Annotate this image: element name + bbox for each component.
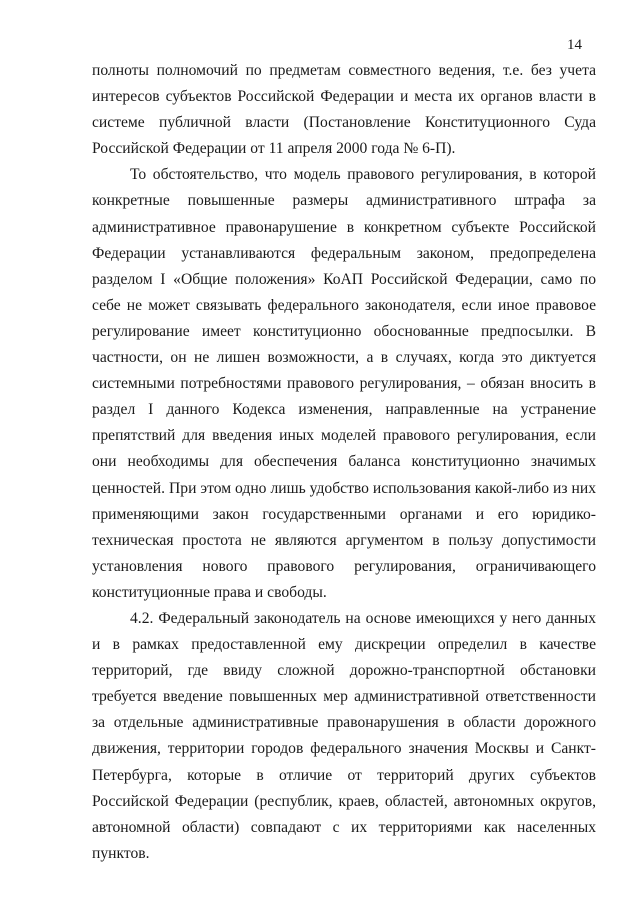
paragraph-continuation: полноты полномочий по предметам совместного ведения, т.е. без учета интересов субъектов Российской Федерации и места их органов власти в системе публичной власти (Постановление Конституционного Суда Российской Федерации от 11 апреля 2000 года № 6-П). <box>92 62 596 158</box>
paragraph-section-4-2: 4.2. Федеральный законодатель на основе имеющихся у него данных и в рамках предоставленной ему дискреции определил в качестве территорий, где ввиду сложной дорожно-транспортной обстановки требуется введение повышенных мер административной ответственности за отдельные административные правонарушения в области дорожного движения, территории городов федерального значения Москвы и Санкт-Петербурга, которые в отличие от территорий других субъектов Российской Федерации (республик, краев, областей, автономных округов, автономной области) совпадают с их территориями как населенных пунктов. <box>92 609 596 862</box>
paragraph-regulation-model: То обстоятельство, что модель правового регулирования, в которой конкретные повышенные размеры административного штрафа за административное правонарушение в конкретном субъекте Российской Федерации устанавливаются федеральным законом, предопределена разделом I «Общие положения» КоАП Российской Федерации, само по себе не может связывать федерального законодателя, если иное правовое регулирование имеет конституционно обоснованные предпосылки. В частности, он не лишен возможности, а в случаях, когда это диктуется системными потребностями правового регулирования, – обязан вносить в раздел I данного Кодекса изменения, направленные на устранение препятствий для введения иных моделей правового регулирования, если они необходимы для обеспечения баланса конституционно значимых ценностей. При этом одно лишь удобство использования какой-либо из них применяющими закон государственными органами и его юридико-техническая простота не являются аргументом в пользу допустимости установления нового правового регулирования, ограничивающего конституционные права и свободы. <box>92 166 596 601</box>
document-body <box>92 58 596 867</box>
page-number: 14 <box>567 37 582 53</box>
